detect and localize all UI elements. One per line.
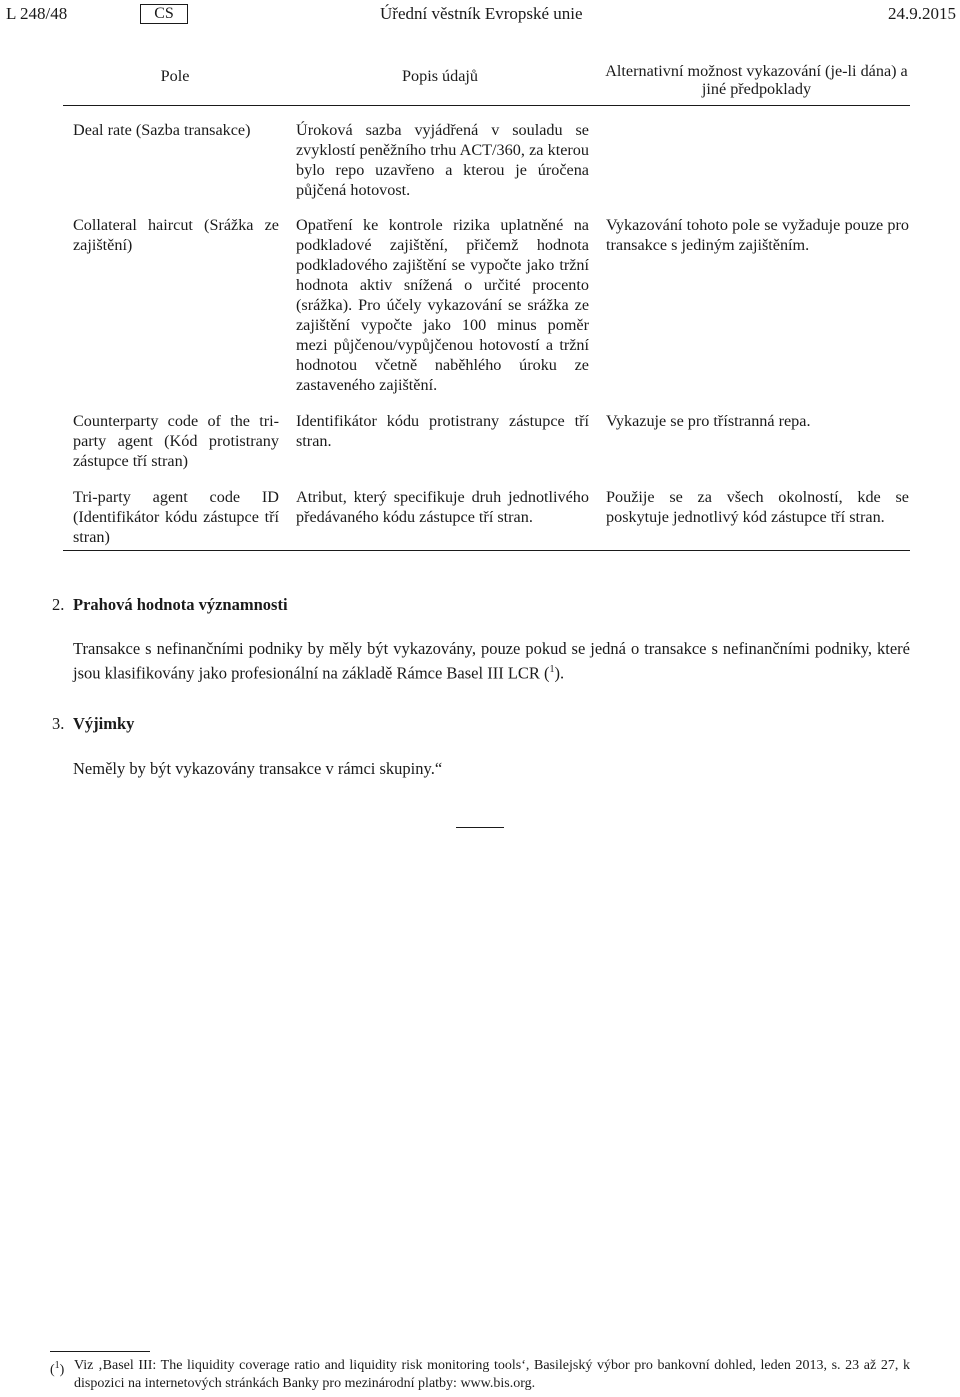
field-cell: Tri-party agent code ID (Identifikátor kódu zástupce tří stran) [73, 488, 279, 546]
alternative-cell: Vykazování tohoto pole se vyžaduje pouze pro transakce s jediným zajištěním. [606, 216, 909, 254]
table-row [63, 411, 910, 487]
alternative-cell: Vykazuje se pro třístranná repa. [606, 412, 811, 430]
section-3-paragraph [73, 758, 910, 779]
description-cell: Atribut, který specifikuje druh jednotlivého předávaného kódu zástupce tří stran. [296, 488, 589, 526]
section-title: Výjimky [73, 714, 135, 733]
paragraph-text: Transakce s nefinančními podniky by měly být vykazovány, pouze pokud se jedná o transakce s nefinančními podniky, které jsou klasifikovány jako profesionální na základě Rámce Basel III LCR ( [73, 639, 910, 683]
field-cell: Deal rate (Sazba transakce) [73, 121, 251, 139]
publication-date: 24.9.2015 [888, 4, 956, 23]
column-header-alternative: Alternativní možnost vykazování (je-li dána) a jiné předpoklady [605, 62, 908, 98]
section-number: 3. [52, 714, 65, 733]
table-row [63, 120, 910, 215]
table-row [63, 487, 910, 547]
section-2-paragraph [73, 638, 910, 684]
data-fields-table [63, 52, 910, 547]
end-rule [456, 827, 504, 828]
language-badge: CS [140, 4, 188, 24]
table-bottom-rule [63, 550, 910, 551]
description-cell: Identifikátor kódu protistrany zástupce tří stran. [296, 412, 589, 450]
section-title: Prahová hodnota významnosti [73, 595, 288, 614]
journal-title: Úřední věstník Evropské unie [380, 4, 583, 23]
section-number: 2. [52, 595, 65, 614]
paragraph-text-end: ). [554, 663, 565, 683]
table-header-row [63, 52, 910, 106]
alternative-cell: Použije se za všech okolností, kde se poskytuje jednotlivý kód zástupce tří stran. [606, 488, 909, 526]
footnote-separator [50, 1351, 150, 1352]
table-row [63, 215, 910, 411]
page-header [6, 4, 956, 24]
paragraph-text: Neměly by být vykazovány transakce v rámci skupiny.“ [73, 759, 443, 778]
column-header-field: Pole [160, 67, 190, 85]
footnote-reference: 1 [549, 664, 555, 675]
field-cell: Collateral haircut (Srážka ze zajištění) [73, 216, 279, 254]
description-cell: Úroková sazba vyjádřená v souladu se zvyklostí peněžního trhu ACT/360, za kterou bylo repo uzavřeno a kterou je úročena půjčená hotovost. [296, 121, 589, 199]
footnote-text: Viz ‚Basel III: The liquidity coverage ratio and liquidity risk monitoring tools‘, Basilejský výbor pro bankovní dohled, leden 2013, s. 23 až 27, k dispozici na internetových stránkách Banky pro mezinárodní platby: www.bis.org. [74, 1358, 910, 1391]
field-cell: Counterparty code of the tri-party agent (Kód protistrany zástupce tří stran) [73, 412, 279, 470]
description-cell: Opatření ke kontrole rizika uplatněné na podkladové zajištění, přičemž hodnota podkladového zajištění se vypočte jako tržní hodnota aktiv snížená o určité procento (srážka). Pro účely vykazování se srážka ze zajištění vypočte jako 100 minus poměr mezi půjčenou/vypůjčenou hotovostí a tržní hodnotou včetně naběhlého úroku ze zastaveného zajištění. [296, 216, 589, 394]
column-header-description: Popis údajů [402, 67, 478, 85]
page-reference: L 248/48 [6, 4, 68, 23]
footnote-mark: ($^1$) [50, 1360, 65, 1378]
